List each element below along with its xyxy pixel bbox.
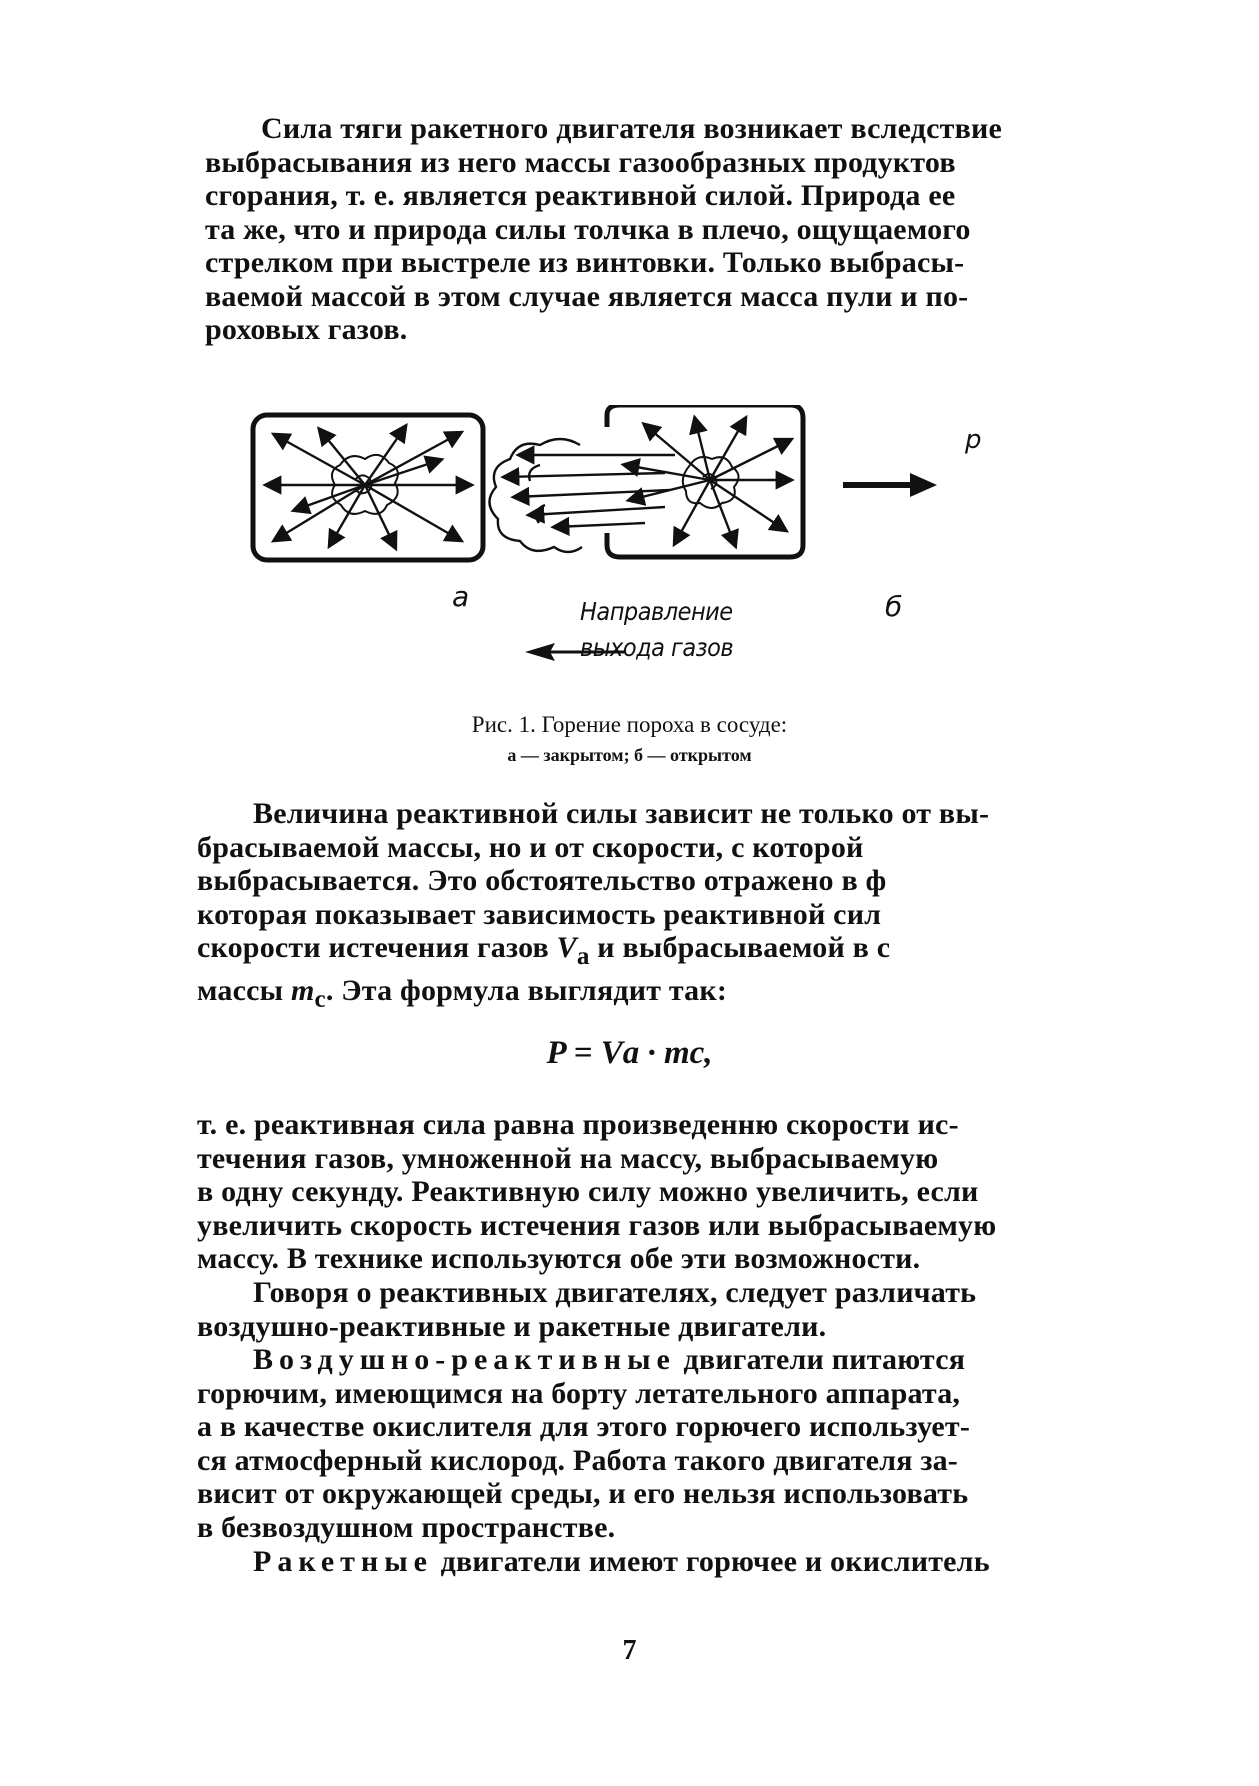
symbol-v: V xyxy=(556,931,577,964)
text-line: Говоря о реактивных двигателях, следует различать xyxy=(253,1276,977,1309)
page-number: 7 xyxy=(622,1635,637,1666)
text-line: воздушно-реактивные и ракетные двигатели. xyxy=(197,1309,827,1343)
formula: P = Vа · mс, xyxy=(546,1035,713,1071)
text-line: Сила тяги ракетного двигателя возникает вследствие xyxy=(261,112,1002,145)
closed-vessel xyxy=(253,415,483,560)
term-rocket: Ракетные xyxy=(253,1545,433,1578)
text-line: горючим, имеющимся на борту летательного аппарата, xyxy=(197,1376,961,1410)
text-line xyxy=(197,1545,1087,1579)
thrust-arrow xyxy=(843,473,937,497)
text-line: увеличить скорость истечения газов или выбрасываемую xyxy=(197,1208,997,1242)
force-label-p: p xyxy=(965,425,982,455)
text-line: массу. В технике используются обе эти возможности. xyxy=(197,1242,921,1275)
figure-powder-combustion xyxy=(245,405,1065,695)
text-line: висит от окружающей среды, и его нельзя использовать xyxy=(197,1477,969,1510)
text-segment: скорости истечения газов xyxy=(197,931,549,964)
open-vessel xyxy=(607,405,803,557)
text-line xyxy=(197,974,1087,1017)
text-segment: двигатели имеют горючее и окислитель xyxy=(440,1545,990,1578)
label-b: б xyxy=(885,590,903,623)
term-air-breathing: Воздушно-реактивные xyxy=(253,1343,676,1376)
text-line: выбрасывается. Это обстоятельство отражено в ф xyxy=(197,864,887,897)
text-line: роховых газов. xyxy=(205,313,408,346)
text-segment: . Эта формула выглядит так: xyxy=(325,973,728,1007)
text-segment: и выбрасываемой в с xyxy=(597,931,891,964)
paragraph-air-breathing xyxy=(197,1343,1087,1544)
text-line: выбрасывания из него массы газообразных продуктов xyxy=(205,145,956,179)
paragraph-thrust xyxy=(205,112,1095,347)
symbol-v-sub: a xyxy=(576,943,590,970)
text-line: в одну секунду. Реактивную силу можно увеличить, если xyxy=(197,1175,979,1208)
text-segment: массы xyxy=(197,973,284,1007)
text-line: Величина реактивной силы зависит не только от вы- xyxy=(253,797,990,830)
paragraph-engine-types xyxy=(197,1276,1087,1343)
caption-title: Рис. 1. Горение пороха в сосуде: xyxy=(471,712,788,737)
direction-label-line1: Направление xyxy=(580,597,733,626)
label-a: а xyxy=(452,580,470,613)
text-line: ваемой массой в этом случае является масса пули и по- xyxy=(205,279,969,313)
paragraph-rocket xyxy=(197,1545,1087,1579)
paragraph-reactive-force xyxy=(197,797,1087,1016)
text-line xyxy=(197,931,1087,974)
text-line: а в качестве окислителя для этого горючего использует- xyxy=(197,1410,971,1443)
text-line: в безвоздушном пространстве. xyxy=(197,1510,616,1544)
text-line: стрелком при выстреле из винтовки. Только выбрасы- xyxy=(205,246,965,279)
text-line: та же, что и природа силы толчка в плечо, ощущаемого xyxy=(205,212,971,246)
paragraph-product xyxy=(197,1108,1087,1276)
symbol-m-sub: c xyxy=(314,985,326,1013)
text-line: которая показывает зависимость реактивной сил xyxy=(197,897,882,931)
text-segment: двигатели питаются xyxy=(683,1343,966,1376)
text-line: течения газов, умноженной на массу, выбрасываемую xyxy=(197,1141,939,1175)
text-line: ся атмосферный кислород. Работа такого двигателя за- xyxy=(197,1443,959,1477)
symbol-m: m xyxy=(291,973,315,1007)
caption-subtitle: а — закрытом; б — открытом xyxy=(507,745,752,765)
text-line: т. е. реактивная сила равна произведенню скорости ис- xyxy=(197,1108,959,1141)
text-line: брасываемой массы, но и от скорости, с которой xyxy=(197,830,864,864)
direction-label-line2: выхода газов xyxy=(580,633,734,662)
text-line xyxy=(197,1343,1087,1377)
text-line: сгорания, т. е. является реактивной силой. Природа ее xyxy=(205,179,956,212)
figure-caption xyxy=(0,710,1259,770)
